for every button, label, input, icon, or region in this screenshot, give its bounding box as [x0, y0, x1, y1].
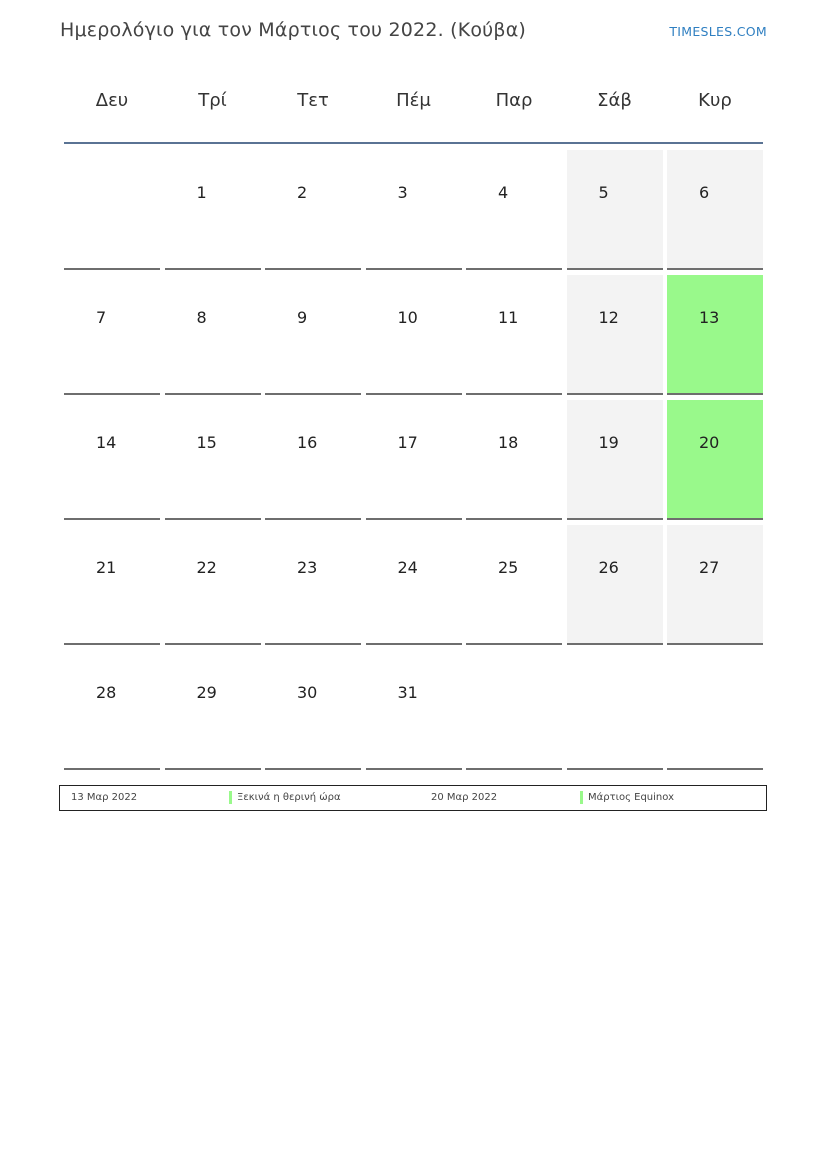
weekday-wed: Τετ: [297, 90, 329, 111]
day-cell[interactable]: [165, 525, 261, 645]
legend-color-marker: [580, 791, 583, 804]
day-cell[interactable]: [466, 400, 562, 520]
legend-color-marker: [229, 791, 232, 804]
day-cell-weekend[interactable]: [567, 150, 663, 270]
day-number: 28: [96, 683, 117, 702]
header-divider: [64, 142, 763, 144]
page-title: Ημερολόγιο για τον Μάρτιος του 2022. (Κούβα): [60, 19, 527, 41]
day-cell[interactable]: [265, 275, 361, 395]
day-cell[interactable]: [366, 525, 462, 645]
day-cell[interactable]: [265, 650, 361, 770]
legend-box: [59, 785, 767, 811]
day-cell-highlighted[interactable]: [667, 275, 763, 395]
day-cell[interactable]: [466, 275, 562, 395]
day-cell-weekend[interactable]: [567, 400, 663, 520]
day-number: 31: [397, 683, 418, 702]
day-number: 16: [297, 433, 318, 452]
day-cell: [667, 650, 763, 770]
day-number: 29: [196, 683, 217, 702]
day-number: 14: [96, 433, 117, 452]
day-cell[interactable]: [366, 150, 462, 270]
day-cell: [64, 150, 160, 270]
day-number: 26: [598, 558, 619, 577]
day-cell-weekend[interactable]: [567, 275, 663, 395]
day-cell[interactable]: [165, 275, 261, 395]
day-number: 5: [598, 183, 609, 202]
day-cell-highlighted[interactable]: [667, 400, 763, 520]
day-cell[interactable]: [265, 400, 361, 520]
weekday-tue: Τρί: [198, 90, 227, 111]
day-number: 17: [397, 433, 418, 452]
day-number: 13: [699, 308, 720, 327]
weekday-mon: Δευ: [95, 90, 129, 111]
day-number: 8: [196, 308, 207, 327]
day-number: 25: [498, 558, 519, 577]
day-cell[interactable]: [466, 525, 562, 645]
day-cell[interactable]: [265, 150, 361, 270]
day-number: 24: [397, 558, 418, 577]
legend-date: 13 Μαρ 2022: [71, 792, 138, 803]
day-number: 6: [699, 183, 710, 202]
day-number: 18: [498, 433, 519, 452]
day-number: 30: [297, 683, 318, 702]
day-cell[interactable]: [64, 400, 160, 520]
day-number: 21: [96, 558, 117, 577]
day-cell[interactable]: [64, 525, 160, 645]
day-cell[interactable]: [64, 275, 160, 395]
day-cell: [466, 650, 562, 770]
day-cell[interactable]: [466, 150, 562, 270]
legend-date: 20 Μαρ 2022: [431, 792, 498, 803]
day-number: 11: [498, 308, 519, 327]
day-number: 1: [196, 183, 207, 202]
weekday-thu: Πέμ: [396, 90, 431, 111]
day-number: 20: [699, 433, 720, 452]
day-number: 2: [297, 183, 308, 202]
day-cell[interactable]: [265, 525, 361, 645]
day-cell[interactable]: [165, 650, 261, 770]
day-cell-weekend[interactable]: [667, 525, 763, 645]
weekday-fri: Παρ: [495, 90, 533, 111]
day-number: 19: [598, 433, 619, 452]
day-cell: [567, 650, 663, 770]
day-cell-weekend[interactable]: [667, 150, 763, 270]
day-number: 27: [699, 558, 720, 577]
day-cell[interactable]: [366, 650, 462, 770]
weekday-sun: Κυρ: [698, 90, 732, 111]
day-number: 9: [297, 308, 308, 327]
day-number: 22: [196, 558, 217, 577]
legend-label: Ξεκινά η θερινή ώρα: [237, 792, 341, 803]
brand-logo-text[interactable]: TIMESLES.COM: [669, 24, 767, 39]
day-number: 12: [598, 308, 619, 327]
day-number: 15: [196, 433, 217, 452]
day-number: 7: [96, 308, 107, 327]
day-number: 3: [397, 183, 408, 202]
day-number: 23: [297, 558, 318, 577]
day-cell[interactable]: [165, 400, 261, 520]
day-cell-weekend[interactable]: [567, 525, 663, 645]
day-cell[interactable]: [64, 650, 160, 770]
day-cell[interactable]: [165, 150, 261, 270]
day-cell[interactable]: [366, 275, 462, 395]
day-number: 4: [498, 183, 509, 202]
day-number: 10: [397, 308, 418, 327]
weekday-header-row: [64, 90, 763, 118]
day-cell[interactable]: [366, 400, 462, 520]
legend-label: Μάρτιος Equinox: [588, 792, 674, 803]
weekday-sat: Σάβ: [597, 90, 632, 111]
